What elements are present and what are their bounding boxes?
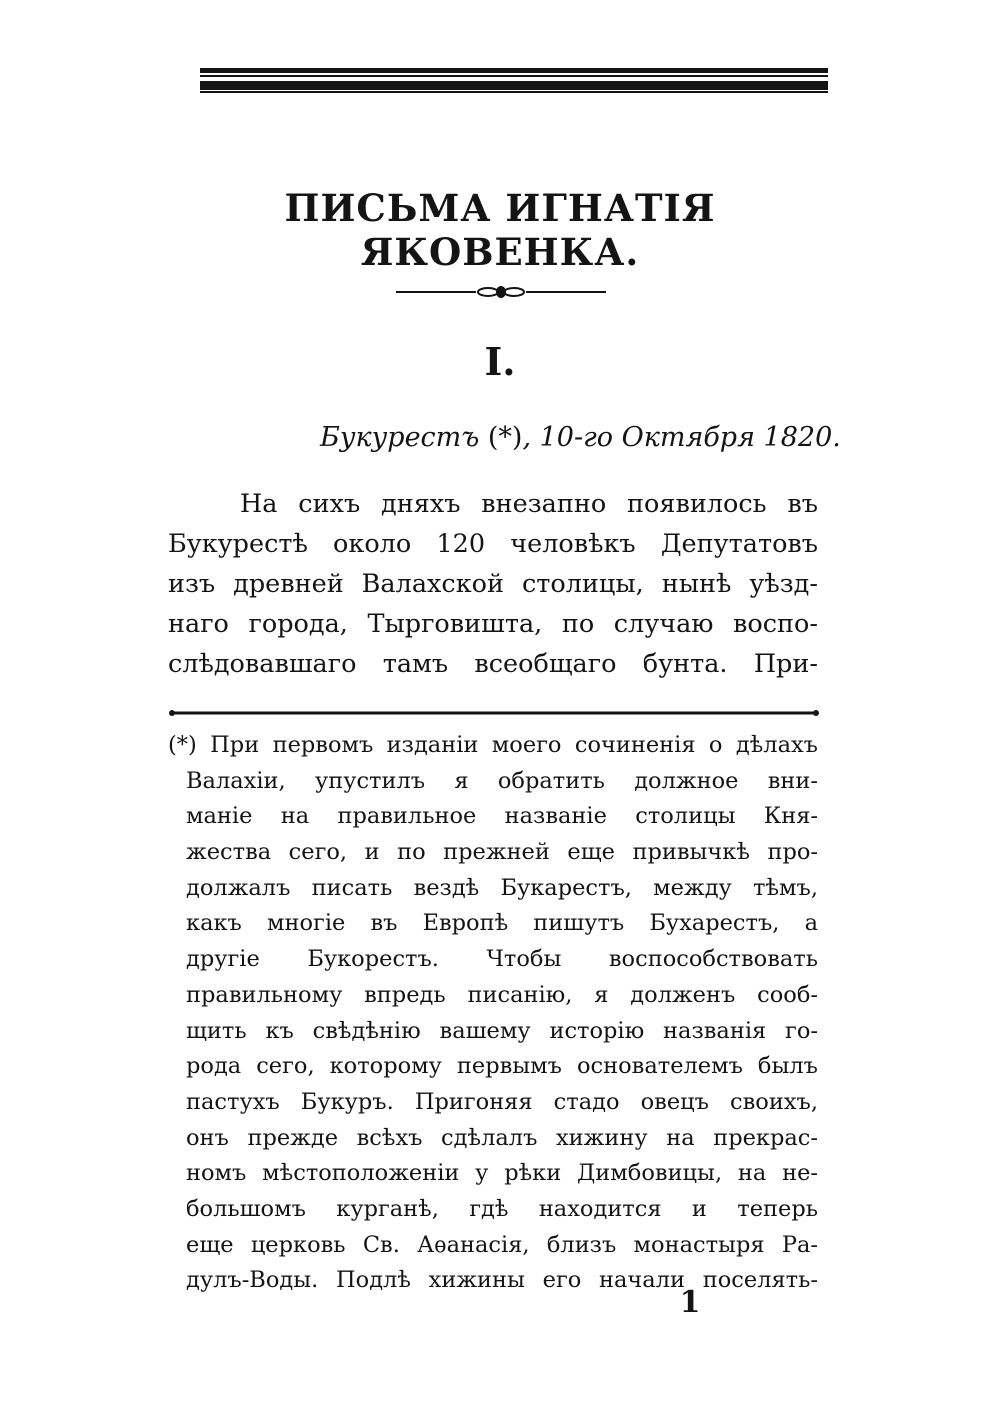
footnote-separator-rule	[168, 700, 820, 726]
footnote-line: номъ мѣстоположеніи у рѣки Димбовицы, на не-	[186, 1160, 818, 1187]
footnote-line: правильному впредь писанію, я долженъ сооб-	[186, 981, 818, 1008]
footnote-line: рода сего, которому первымъ основателемъ былъ	[186, 1053, 818, 1080]
footnote-reference: (*)	[487, 422, 523, 453]
body-line: наго города, Тырговишта, по случаю воспо-	[168, 609, 818, 639]
footnote-block	[168, 728, 818, 1299]
footnote-line: большомъ курганѣ, гдѣ находится и теперь	[186, 1195, 818, 1222]
footnote-line: (*) При первомъ изданіи моего сочиненія о дѣлахъ	[168, 732, 818, 758]
dateline	[320, 420, 841, 456]
body-line: изъ древней Валахской столицы, нынѣ уѣзд-	[168, 569, 818, 599]
dateline-date: , 10-го Октября 1820.	[522, 422, 841, 453]
footnote-line: Валахіи, упустилъ я обратить должное вни-	[186, 767, 818, 794]
footnote-line: другіе Букорестъ. Чтобы воспособствовать	[186, 946, 818, 973]
letter-number: I.	[484, 339, 516, 384]
footnote-line: еще церковь Св. Аѳанасія, близъ монастыря Ра-	[186, 1231, 818, 1258]
body-line: слѣдовавшаго тамъ всеобщаго бунта. При-	[168, 649, 818, 679]
top-decorative-rule	[198, 62, 830, 98]
footnote-line: маніе на правильное названіе столицы Кня-	[186, 803, 818, 830]
body-line: На сихъ дняхъ внезапно появилось въ	[240, 489, 818, 519]
title-ornament-divider	[396, 280, 606, 304]
body-paragraph	[168, 484, 818, 684]
footnote-line: должалъ писать вездѣ Букарестъ, между тѣмъ,	[186, 874, 818, 901]
footnote-line: пастухъ Букуръ. Пригоняя стадо овецъ своихъ,	[186, 1088, 818, 1115]
page-number: 1	[679, 1285, 701, 1320]
footnote-line: дулъ-Воды. Подлѣ хижины его начали поселять-	[186, 1267, 818, 1294]
footnote-line: онъ прежде всѣхъ сдѣлалъ хижину на прекрас-	[186, 1124, 818, 1151]
dateline-place: Букурестъ	[320, 422, 480, 453]
body-line: Букурестѣ около 120 человѣкъ Депутатовъ	[168, 529, 818, 559]
footnote-line: жества сего, и по прежней еще привычкѣ про-	[186, 839, 818, 866]
page-title: ПИСЬМА ИГНАТІЯ ЯКОВЕНКА.	[284, 186, 716, 274]
footnote-line: щить къ свѣдѣнію вашему исторію названія го-	[186, 1017, 818, 1044]
footnote-line: какъ многіе въ Европѣ пишутъ Бухарестъ, а	[186, 910, 818, 937]
